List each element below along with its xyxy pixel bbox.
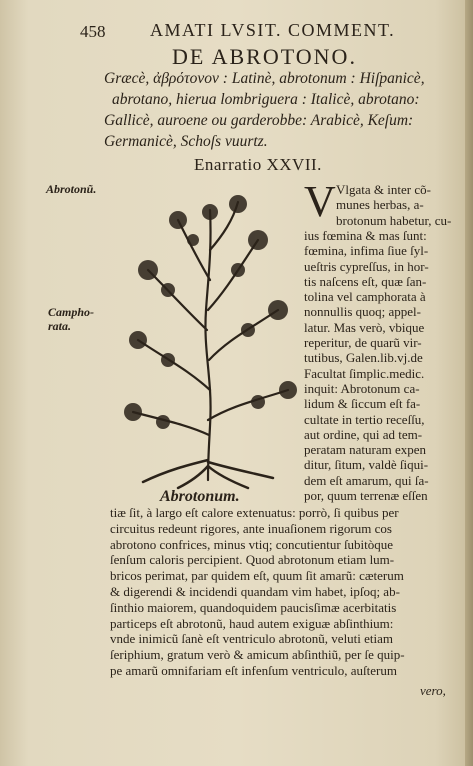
- column-line: fœmina, infima ſiue ſyl-: [304, 243, 429, 259]
- column-line: latur. Mas verò, vbique: [304, 319, 425, 335]
- column-line: nonnullis quoq; appel-: [304, 304, 421, 320]
- margin-note-abrotonum: Abrotonũ.: [46, 182, 97, 196]
- text-line: abrotono confrices, minus vtiq; concutientur ſubitòque: [110, 536, 394, 552]
- intro-line: Germanicè, Schoſs vuurtz.: [104, 133, 268, 150]
- section-heading: Enarratio XXVII.: [194, 155, 322, 174]
- text-line: ſenſum caloris percipient. Quod abrotonum etiam lum-: [110, 552, 395, 568]
- column-line: dem eſt amarum, qui ſa-: [304, 472, 429, 488]
- column-line: por, quum terrenæ eſſen: [304, 488, 428, 503]
- column-line: tolina vel camphorata à: [304, 289, 426, 305]
- page-edge: [465, 0, 473, 766]
- text-line: pe amarũ omnifariam eſt infenſum ventriculo, auſterum: [110, 663, 397, 678]
- plant-woodcut-illustration: [108, 190, 304, 490]
- column-line: tis naſcens eſt, quæ ſan-: [304, 273, 427, 289]
- column-line: peratam naturam expen: [304, 442, 426, 458]
- text-line: tiæ ſit, à largo eſt calore extenuatus: porrò, ſi quibus per: [110, 505, 399, 520]
- column-line: ius fœmina & mas ſunt:: [304, 227, 427, 243]
- text-line: ſeriphium, gratum verò & amicum abſinthiũ, per ſe quip-: [110, 647, 405, 663]
- text-line: bricos perimat, par quidem eſt, quum ſit amarũ: cæterum: [110, 568, 404, 584]
- column-line: reperitur, de quarũ vir-: [304, 335, 422, 350]
- text-line: circuitus redeunt rigores, ante inuaſionem rigorum cos: [110, 520, 392, 536]
- column-line: aut ordine, qui ad tem-: [304, 426, 423, 442]
- column-line: munes herbas, a-: [336, 197, 424, 213]
- text-line: vnde inimicũ ſanè eſt ventriculo abrotonũ, veluti etiam: [110, 631, 394, 647]
- intro-line: Gallicè, auroene ou garderobbe: Arabicè, Keſum:: [104, 112, 414, 129]
- column-line: ueſtris cypreſſus, in hor-: [304, 258, 429, 274]
- column-line: ditur, ſitum, valdè ſiqui-: [304, 457, 429, 473]
- margin-note-camphorata: Campho- rata.: [48, 305, 95, 333]
- page-number: 458: [80, 22, 106, 41]
- chapter-title: DE ABROTONO.: [172, 44, 357, 69]
- catchword: vero,: [420, 683, 446, 698]
- column-line: inquit: Abrotonum ca-: [304, 380, 420, 396]
- intro-line: Græcè, ἀβρότονον : Latinè, abrotonum : Hiſpanicè,: [104, 70, 425, 87]
- text-line: ſinthio maiorem, quandoquidem paucisſimæ acerbitatis: [110, 599, 397, 615]
- text-line: & digerendi & incidendi quandam vim habet, ipſoq; ab-: [110, 584, 400, 599]
- drop-cap: V: [304, 177, 336, 226]
- column-line: Vlgata & inter cõ-: [336, 182, 431, 197]
- text-line: particeps eſt abrotonũ, haud autem exiguæ abſinthium:: [110, 615, 394, 631]
- column-line: cultate in tertio receſſu,: [304, 411, 425, 427]
- column-line: lidum & ſiccum eſt fa-: [304, 396, 421, 412]
- intro-line: abrotano, hierua lombriguera : Italicè, abrotano:: [112, 91, 420, 108]
- running-title: AMATI LVSIT. COMMENT.: [150, 20, 396, 40]
- illustration-caption: Abrotonum.: [160, 488, 240, 505]
- column-line: Facultat ſimplic.medic.: [304, 365, 425, 381]
- column-line: tutibus, Galen.lib.vj.de: [304, 350, 423, 366]
- column-line: brotonum habetur, cu-: [336, 212, 452, 228]
